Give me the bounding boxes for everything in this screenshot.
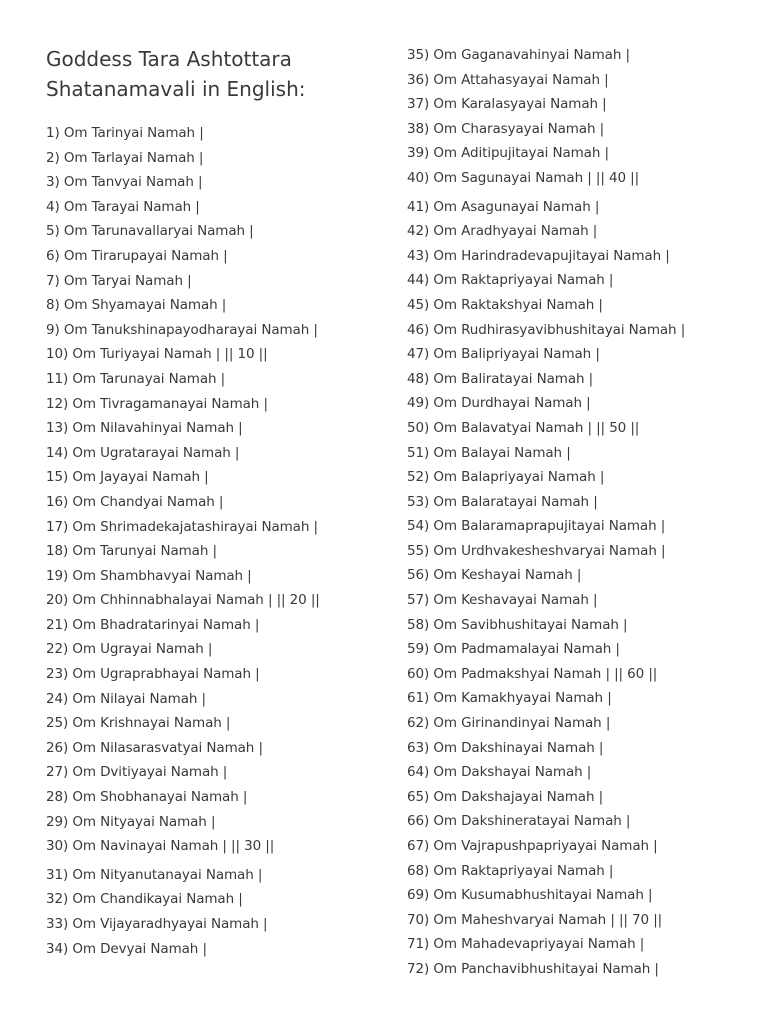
- list-item: 37) Om Karalasyayai Namah |: [407, 96, 607, 113]
- list-item: 47) Om Balipriyayai Namah |: [407, 346, 600, 363]
- left-column: [46, 44, 386, 961]
- list-item: 62) Om Girinandinyai Namah |: [407, 715, 611, 732]
- list-item: 69) Om Kusumabhushitayai Namah |: [407, 887, 653, 904]
- list-item: 33) Om Vijayaradhyayai Namah |: [46, 916, 268, 932]
- list-item: 54) Om Balaramaprapujitayai Namah |: [407, 518, 666, 535]
- list-item: 58) Om Savibhushitayai Namah |: [407, 616, 628, 633]
- list-item: 56) Om Keshayai Namah |: [407, 567, 582, 584]
- list-item: 35) Om Gaganavahinyai Namah |: [407, 47, 630, 63]
- list-item: 38) Om Charasyayai Namah |: [407, 120, 605, 137]
- list-item: 31) Om Nityanutanayai Namah |: [46, 866, 263, 883]
- list-item: 53) Om Balaratayai Namah |: [407, 493, 598, 510]
- list-item: 50) Om Balavatyai Namah | || 50 ||: [407, 419, 640, 436]
- list-item: 9) Om Tanukshinapayodharayai Namah |: [46, 321, 318, 338]
- list-item: 67) Om Vajrapushpapriyayai Namah |: [407, 838, 658, 854]
- list-item: 34) Om Devyai Namah |: [46, 940, 207, 957]
- title-line-1: Goddess Tara Ashtottara: [46, 47, 292, 71]
- name-list-left: [46, 121, 386, 961]
- list-item: 14) Om Ugratarayai Namah |: [46, 444, 240, 461]
- list-item: 55) Om Urdhvakesheshvaryai Namah |: [407, 542, 666, 559]
- list-item: 66) Om Dakshineratayai Namah |: [407, 813, 631, 830]
- list-item: 57) Om Keshavayai Namah |: [407, 592, 598, 609]
- list-item: 44) Om Raktapriyayai Namah |: [407, 272, 614, 289]
- list-item: 42) Om Aradhyayai Namah |: [407, 223, 598, 240]
- list-item: 49) Om Durdhayai Namah |: [407, 395, 591, 412]
- list-item: 8) Om Shyamayai Namah |: [46, 297, 227, 314]
- list-item: 36) Om Attahasyayai Namah |: [407, 71, 609, 88]
- list-item: 26) Om Nilasarasvatyai Namah |: [46, 739, 263, 756]
- list-item: 1) Om Tarinyai Namah |: [46, 125, 204, 141]
- list-item: 68) Om Raktapriyayai Namah |: [407, 862, 614, 879]
- list-item: 40) Om Sagunayai Namah | || 40 ||: [407, 169, 640, 186]
- list-item: 46) Om Rudhirasyavibhushitayai Namah |: [407, 321, 686, 338]
- list-item: 63) Om Dakshinayai Namah |: [407, 739, 604, 756]
- list-item: 59) Om Padmamalayai Namah |: [407, 641, 620, 658]
- list-item: 64) Om Dakshayai Namah |: [407, 764, 592, 781]
- list-item: 28) Om Shobhanayai Namah |: [46, 789, 248, 806]
- list-item: 72) Om Panchavibhushitayai Namah |: [407, 960, 659, 977]
- list-item: 24) Om Nilayai Namah |: [46, 690, 206, 707]
- list-item: 65) Om Dakshajayai Namah |: [407, 788, 604, 805]
- title-line-2: Shatanamavali in English:: [46, 77, 306, 101]
- list-item: 71) Om Mahadevapriyayai Namah |: [407, 936, 645, 953]
- list-item: 16) Om Chandyai Namah |: [46, 493, 224, 510]
- list-item: 10) Om Turiyayai Namah | || 10 ||: [46, 346, 268, 363]
- list-item: 15) Om Jayayai Namah |: [46, 469, 209, 486]
- list-item: 48) Om Baliratayai Namah |: [407, 370, 594, 387]
- list-item: 27) Om Dvitiyayai Namah |: [46, 764, 228, 781]
- list-item: 70) Om Maheshvaryai Namah | || 70 ||: [407, 911, 663, 928]
- name-list-right: [407, 43, 757, 982]
- list-item: 45) Om Raktakshyai Namah |: [407, 296, 603, 313]
- list-item: 7) Om Taryai Namah |: [46, 272, 192, 289]
- list-item: 52) Om Balapriyayai Namah |: [407, 469, 605, 486]
- list-item: 60) Om Padmakshyai Namah | || 60 ||: [407, 665, 658, 682]
- list-item: 4) Om Tarayai Namah |: [46, 198, 200, 215]
- list-item: 23) Om Ugraprabhayai Namah |: [46, 666, 260, 683]
- right-column: [407, 43, 757, 982]
- list-item: 61) Om Kamakhyayai Namah |: [407, 690, 612, 707]
- list-item: 30) Om Navinayai Namah | || 30 ||: [46, 838, 275, 855]
- list-item: 32) Om Chandikayai Namah |: [46, 891, 243, 908]
- list-item: 6) Om Tirarupayai Namah |: [46, 247, 228, 264]
- list-item: 39) Om Aditipujitayai Namah |: [407, 145, 609, 162]
- list-item: 43) Om Harindradevapujitayai Namah |: [407, 247, 670, 264]
- list-item: 29) Om Nityayai Namah |: [46, 813, 216, 830]
- list-item: 2) Om Tarlayai Namah |: [46, 149, 204, 166]
- list-item: 41) Om Asagunayai Namah |: [407, 198, 600, 215]
- list-item: 19) Om Shambhavyai Namah |: [46, 567, 252, 584]
- list-item: 20) Om Chhinnabhalayai Namah | || 20 ||: [46, 592, 320, 609]
- list-item: 11) Om Tarunayai Namah |: [46, 370, 226, 387]
- document-title: [46, 44, 386, 104]
- list-item: 18) Om Tarunyai Namah |: [46, 543, 217, 560]
- list-item: 3) Om Tanvyai Namah |: [46, 174, 203, 191]
- list-item: 25) Om Krishnayai Namah |: [46, 715, 231, 732]
- list-item: 5) Om Tarunavallaryai Namah |: [46, 223, 254, 240]
- list-item: 22) Om Ugrayai Namah |: [46, 641, 213, 658]
- list-item: 12) Om Tivragamanayai Namah |: [46, 395, 268, 412]
- list-item: 13) Om Nilavahinyai Namah |: [46, 420, 243, 437]
- list-item: 51) Om Balayai Namah |: [407, 444, 571, 461]
- list-item: 21) Om Bhadratarinyai Namah |: [46, 616, 260, 633]
- list-item: 17) Om Shrimadekajatashirayai Namah |: [46, 518, 318, 535]
